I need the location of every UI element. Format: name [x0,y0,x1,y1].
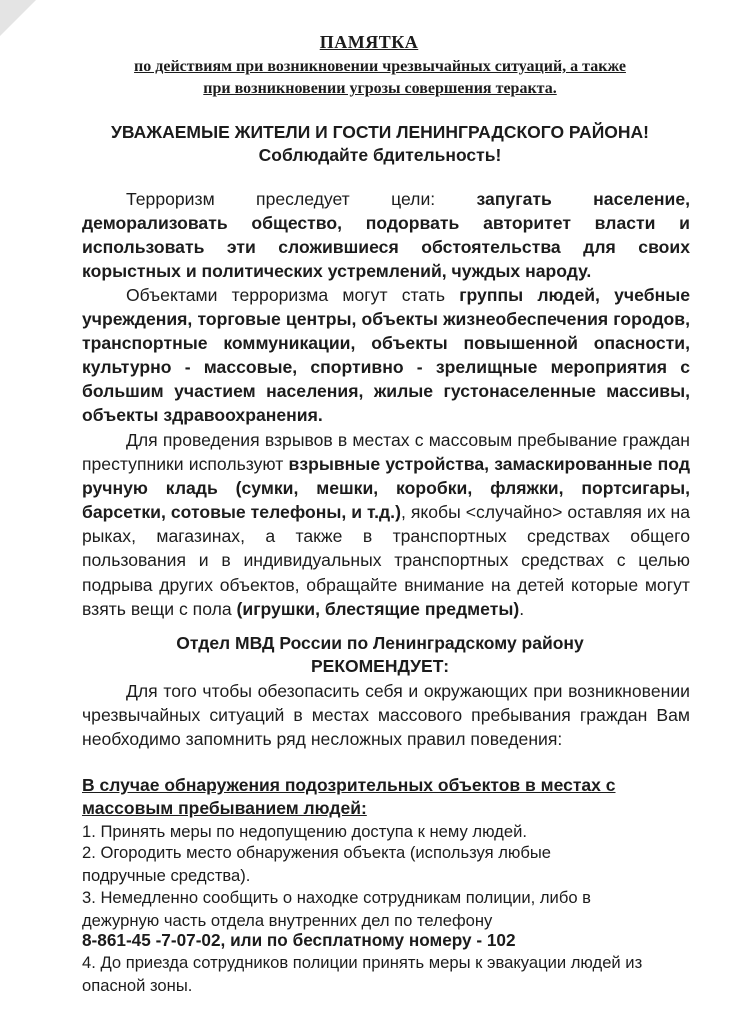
headline-greeting: УВАЖАЕМЫЕ ЖИТЕЛИ И ГОСТИ ЛЕНИНГРАДСКОГО РАЙОНА! [111,122,649,142]
memo-title: ПАМЯТКА [319,32,419,52]
police-phone-number: 8-861-45 -7-07-02, или по бесплатному номеру - 102 [82,930,516,950]
paragraph-text: Объектами терроризма могут стать [126,285,460,305]
suspicious-objects-heading-2: массовым пребыванием людей: [82,798,367,818]
instruction-item-3: 3. Немедленно сообщить о находке сотрудникам полиции, либо в дежурную часть отдела внутренних дел по телефону [82,888,591,930]
paragraph-emphasis: запугать население, деморализовать общество, подорвать авторитет власти и использовать эти сложившиеся обстоятельства для своих корыстных и политических устремлений, чуждых народу. [82,189,690,282]
headline-vigilance: Соблюдайте бдительность! [258,145,502,165]
paragraph-explosive-devices [82,428,690,621]
paragraph-emphasis: (игрушки, блестящие предметы) [236,598,520,619]
department-name: Отдел МВД России по Ленинградскому району [176,633,584,653]
paragraph-text: Для проведения взрывов в местах с массовым пребывание граждан преступники используют [82,430,690,475]
paragraph-text: . [519,598,525,619]
paragraph-text: , якобы <случайно> оставляя их на рыках, магазинах, а также в транспортных средствах общего пользования и в индивидуальных транспортных средствах с целью подрыва других объектов, обращайте внимание на детей которые могут взять вещи с пола [82,502,690,619]
memo-subtitle-line-2: при возникновении угрозы совершения теракта. [203,80,557,97]
paragraph-terrorism-goals [82,187,690,283]
suspicious-objects-heading-1: В случае обнаружения подозрительных объектов в местах с [82,775,616,795]
department-recommends: РЕКОМЕНДУЕТ: [310,656,450,676]
memo-subtitle-line-1: по действиям при возникновении чрезвычайных ситуаций, а также [134,58,626,75]
paragraph-text: Для того чтобы обезопасить себя и окружающих при возникновении чрезвычайных ситуаций в местах массового пребывания граждан Вам необходимо запомнить ряд несложных правил поведения: [82,681,690,750]
paragraph-text: Терроризм преследует цели: [126,189,477,209]
instruction-item-1: 1. Принять меры по недопущению доступа к нему людей. [82,822,527,841]
paragraph-emphasis: взрывные устройства, замаскированные под ручную кладь (сумки, мешки, коробки, фляжки, портсигары, барсетки, сотовые телефоны, и т.д.) [82,454,690,523]
paragraph-safety-rules [82,679,690,751]
paragraph-terrorism-targets [82,283,690,428]
instruction-item-4: 4. До приезда сотрудников полиции принять меры к эвакуации людей из опасной зоны. [82,953,643,995]
paragraph-emphasis: группы людей, учебные учреждения, торговые центры, объекты жизнеобеспечения городов, транспортные коммуникации, объекты повышенной опасности, культурно - массовые, спортивно - зрелищные мероприятия с большим участием населения, жилые густонаселенные массивы, объекты здравоохранения. [82,285,691,426]
instruction-item-2: 2. Огородить место обнаружения объекта (используя любые подручные средства). [82,843,552,885]
